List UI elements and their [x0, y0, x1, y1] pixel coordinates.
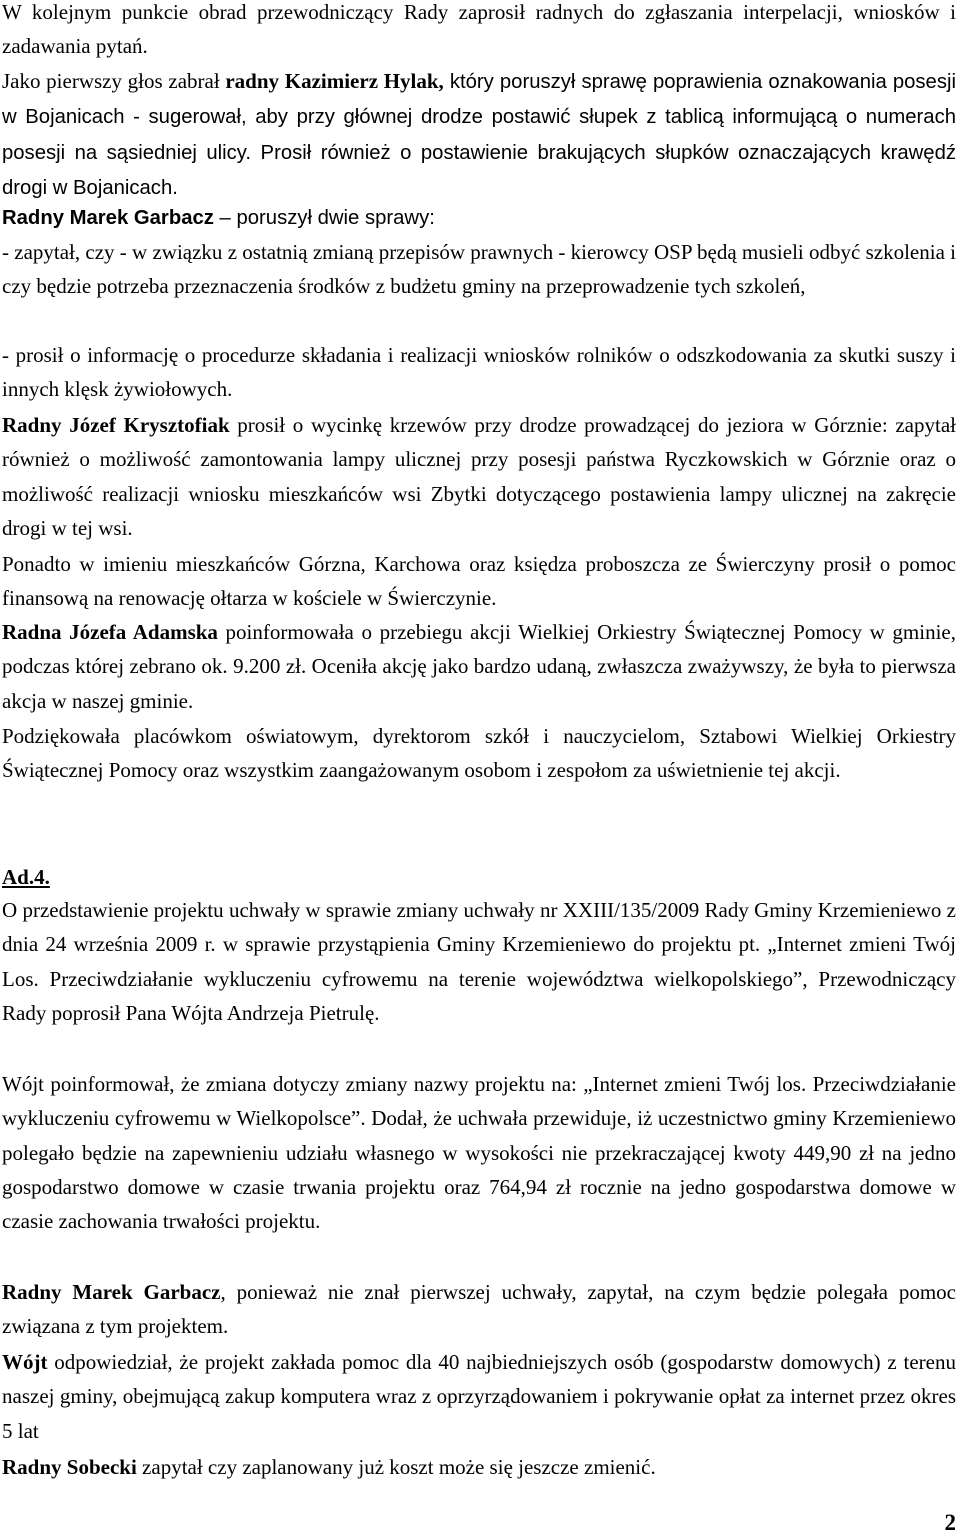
speaker-name: Radny Marek Garbacz: [2, 207, 214, 229]
speaker-name: Radny Marek Garbacz: [2, 1280, 221, 1304]
paragraph-altar-renovation: Ponadto w imieniu mieszkańców Górzna, Karchowa oraz księdza proboszcza ze Świerczyny prosił o pomoc finansową na renowację ołtarza w kościele w Świerczynie.: [2, 552, 956, 611]
paragraph-garbacz: Radny Marek Garbacz – poruszył dwie sprawy:: [2, 207, 435, 229]
page-number: 2: [944, 1510, 956, 1535]
paragraph-wojt-info: Wójt poinformował, że zmiana dotyczy zmiany nazwy projektu na: „Internet zmieni Twój los. Przeciwdziałanie wykluczeniu cyfrowemu w Wielkopolsce”. Dodał, że uchwała przewiduje, iż uczestnictwo gminy Krzemieniewo polegało będzie na zapewnieniu udziału własnego w wysokości nie przekraczającej kwoty 449,90 zł na jedno gospodarstwo domowe w czasie trwania projektu oraz 764,94 zł rocznie na jedno gospodarstwa domowe w czasie zachowania trwałości projektu.: [2, 1072, 956, 1234]
paragraph-sobecki: Radny Sobecki zapytał czy zaplanowany już koszt może się jeszcze zmienić.: [2, 1455, 656, 1479]
section-heading: Ad.4.: [2, 865, 50, 889]
paragraph-krysztofiak: Radny Józef Krysztofiak prosił o wycinkę krzewów przy drodze prowadzącej do jeziora w Górznie: zapytał również o możliwość zamontowania lampy ulicznej przy posesji państwa Ryczkowskich w Górznie oraz o możliwość realizacji wniosku mieszkańców wsi Zbytki dotyczącego postawienia lampy ulicznej na zakręcie drogi w tej wsi.: [2, 413, 956, 540]
list-item-drought-compensation: - prosił o informację o procedurze składania i realizacji wniosków rolników o odszkodowania za skutki suszy i innych klęsk żywiołowych.: [2, 343, 956, 402]
paragraph-adamska: Radna Józefa Adamska poinformowała o przebiegu akcji Wielkiej Orkiestry Świątecznej Pomocy w gminie, podczas której zebrano ok. 9.200 zł. Oceniła akcję jako bardzo udaną, zwłaszcza zważywszy, że była to pierwsza akcja w naszej gminie.: [2, 620, 956, 713]
speaker-name: radny Kazimierz Hylak,: [225, 69, 444, 93]
speaker-name: Wójt: [2, 1350, 48, 1374]
speaker-name: Radny Józef Krysztofiak: [2, 413, 230, 437]
speaker-name: Radna Józefa Adamska: [2, 620, 218, 644]
paragraph-hylak: Jako pierwszy głos zabrał radny Kazimierz Hylak, który poruszył sprawę poprawienia oznakowania posesji w Bojanicach - sugerował, aby przy głównej drodze postawić słupek z tablicą informującą o numerach posesji na sąsiedniej ulicy. Prosił również o postawienie brakujących słupków oznaczających krawędź drogi w Bojanicach.: [2, 69, 956, 199]
paragraph-thanks: Podziękowała placówkom oświatowym, dyrektorom szkół i nauczycielom, Sztabowi Wielkiej Orkiestry Świątecznej Pomocy oraz wszystkim zaangażowanym osobom i zespołom za uświetnienie tej akcji.: [2, 724, 956, 783]
paragraph-wojt-answer: Wójt odpowiedział, że projekt zakłada pomoc dla 40 najbiedniejszych osób (gospodarstw domowych) z terenu naszej gminy, obejmującą zakup komputera wraz z oprzyrządowaniem i pokrywanie opłat za internet przez okres 5 lat: [2, 1350, 956, 1443]
paragraph-resolution: O przedstawienie projektu uchwały w sprawie zmiany uchwały nr XXIII/135/2009 Rady Gminy Krzemieniewo z dnia 24 września 2009 r. w sprawie przystąpienia Gminy Krzemieniewo do projektu pt. „Internet zmieni Twój Los. Przeciwdziałanie wykluczeniu cyfrowemu na terenie województwa wielkopolskiego”, Przewodniczący Rady poprosił Pana Wójta Andrzeja Pietrulę.: [2, 898, 956, 1025]
paragraph-garbacz-question: Radny Marek Garbacz, ponieważ nie znał pierwszej uchwały, zapytał, na czym będzie polegała pomoc związana z tym projektem.: [2, 1280, 956, 1339]
speaker-name: Radny Sobecki: [2, 1455, 137, 1479]
list-item-osp-training: - zapytał, czy - w związku z ostatnią zmianą przepisów prawnych - kierowcy OSP będą musieli odbyć szkolenia i czy będzie potrzeba przeznaczenia środków z budżetu gminy na przeprowadzenie tych szkoleń,: [2, 240, 956, 299]
paragraph-interpellations-intro: W kolejnym punkcie obrad przewodniczący Rady zaprosił radnych do zgłaszania interpelacji, wniosków i zadawania pytań.: [2, 0, 956, 59]
